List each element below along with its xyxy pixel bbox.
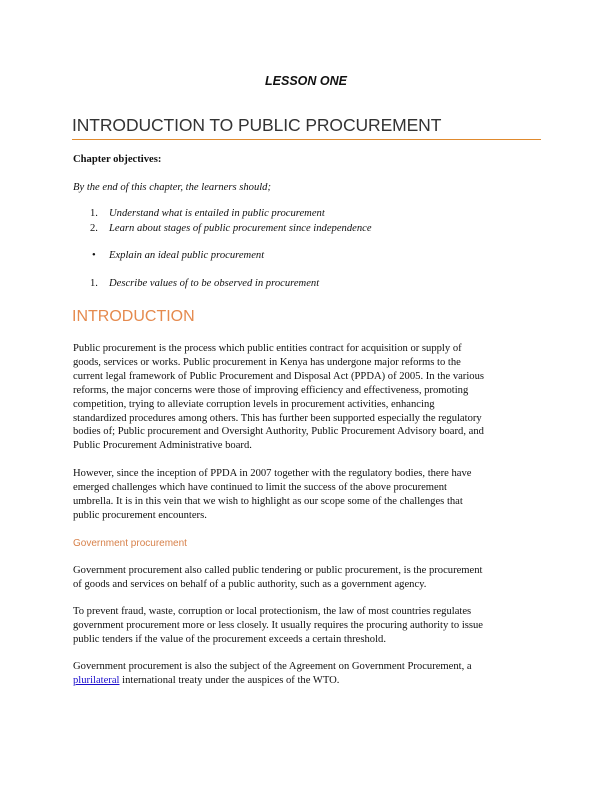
text-segment: international treaty under the auspices of the WTO. xyxy=(119,674,340,686)
text-line: However, since the inception of PPDA in 2007 together with the regulatory bodies, there have xyxy=(73,468,472,479)
list-marker: 1. xyxy=(90,278,98,289)
introduction-paragraph-2 xyxy=(73,467,472,523)
introduction-heading: INTRODUCTION xyxy=(72,308,195,325)
list-marker: 2. xyxy=(90,223,98,234)
lesson-label: LESSON ONE xyxy=(265,74,347,88)
objective-item xyxy=(90,208,490,222)
objective-text: Explain an ideal public procurement xyxy=(109,250,265,261)
objective-item xyxy=(90,278,490,292)
government-paragraph-2 xyxy=(73,605,483,647)
government-paragraph-3 xyxy=(73,660,472,688)
government-procurement-heading: Government procurement xyxy=(73,538,187,549)
text-line: public tenders if the value of the procurement exceeds a certain threshold. xyxy=(73,633,386,645)
objective-text: Learn about stages of public procurement since independence xyxy=(109,223,372,234)
text-line: bodies of; Public procurement and Oversight Authority, Public Procurement Advisory board, and xyxy=(73,426,484,438)
text-line: Government procurement also called public tendering or public procurement, is the procurement xyxy=(73,565,483,576)
plurilateral-link[interactable]: plurilateral xyxy=(73,674,120,686)
page-title: INTRODUCTION TO PUBLIC PROCUREMENT xyxy=(72,115,442,135)
government-paragraph-1 xyxy=(73,564,482,592)
text-line: umbrella. It is in this vein that we wish to highlight as our scope some of the challenges that xyxy=(73,495,463,507)
text-line: Public Procurement Administrative board. xyxy=(73,440,252,452)
text-line: goods, services or works. Public procurement in Kenya has undergone major reforms to the xyxy=(73,356,461,368)
text-line: emerged challenges which have continued to limit the success of the above procurement xyxy=(73,481,447,493)
text-line: standardized procedures among others. This has further been supported especially the regulatory xyxy=(73,412,482,424)
text-line: Government procurement is also the subject of the Agreement on Government Procurement, a xyxy=(73,661,472,672)
text-line: To prevent fraud, waste, corruption or local protectionism, the law of most countries regulates xyxy=(73,606,472,617)
objective-item xyxy=(90,223,490,237)
bullet-icon: • xyxy=(92,250,96,261)
objective-item xyxy=(92,250,492,264)
text-line xyxy=(73,674,472,688)
text-line: current legal framework of Public Procurement and Disposal Act (PPDA) of 2005. In the various xyxy=(73,370,484,382)
text-line: competition, trying to alleviate corruption levels in procurement activities, enhancing xyxy=(73,398,435,410)
objective-text: Understand what is entailed in public procurement xyxy=(109,208,325,219)
text-line: government procurement more or less closely. It usually requires the procuring authority to issue xyxy=(73,619,484,631)
list-marker: 1. xyxy=(90,208,98,219)
text-line: of goods and services on behalf of a public authority, such as a government agency. xyxy=(73,578,427,590)
title-divider xyxy=(72,139,541,140)
text-line: Public procurement is the process which public entities contract for acquisition or supply of xyxy=(73,343,462,354)
text-line: public procurement encounters. xyxy=(73,509,207,521)
text-line: reforms, the major concerns were those of improving efficiency and effectiveness, promoting xyxy=(73,384,469,396)
objectives-heading: Chapter objectives: xyxy=(73,154,162,165)
objectives-intro: By the end of this chapter, the learners should; xyxy=(73,182,272,193)
objective-text: Describe values of to be observed in procurement xyxy=(109,278,320,289)
introduction-paragraph-1 xyxy=(73,342,484,453)
